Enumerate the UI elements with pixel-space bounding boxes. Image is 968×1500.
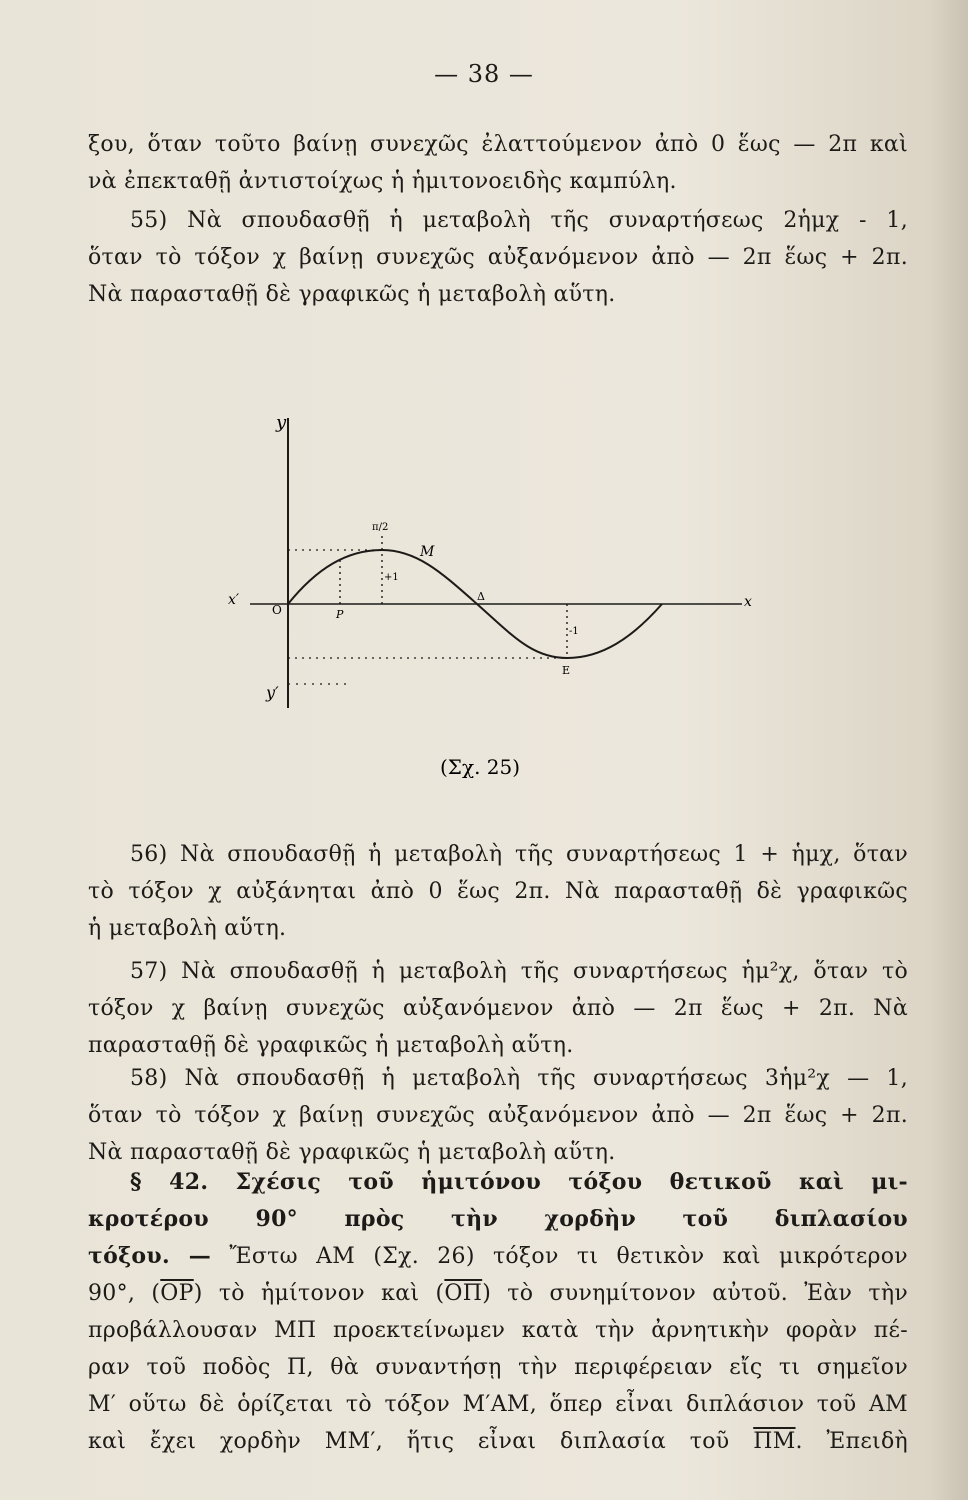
text-line: προβάλλουσαν ΜΠ προεκτείνωμεν κατὰ τὴν ἀρνητικὴν φορὰν πέ- (88, 1318, 908, 1343)
text-span: ) τὸ συνημίτονον αὐτοῦ. Ἐὰν τὴν (482, 1281, 908, 1306)
text-line: 57) Νὰ σπουδασθῇ ἡ μεταβολὴ τῆς συναρτήσεως ἡμ²χ, ὅταν τὸ (130, 959, 908, 984)
exercise-57 (88, 953, 908, 1064)
exercise-55 (88, 202, 908, 313)
label-x-prime: x′ (228, 592, 240, 608)
label-y-prime: y′ (266, 683, 279, 702)
label-delta: Δ (477, 590, 485, 603)
section-42 (88, 1164, 908, 1460)
text-line (88, 1238, 908, 1275)
label-pi-half: π/2 (372, 522, 389, 533)
text-line: 56) Νὰ σπουδασθῇ ἡ μεταβολὴ τῆς συναρτήσεως 1 + ἡμχ, ὅταν (130, 842, 908, 867)
text-span: 90°, ( (88, 1281, 161, 1306)
segment-opi: $\overline{O\Pi}$ (444, 1281, 483, 1306)
text-span: . Ἐπειδὴ (795, 1429, 908, 1454)
text-line (88, 1423, 908, 1460)
text-line: τόξον χ βαίνῃ συνεχῶς αὐξανόμενον ἀπὸ — 2π ἕως + 2π. Νὰ (88, 996, 908, 1021)
sine-graph-figure (222, 408, 782, 788)
text-line: νὰ ἐπεκταθῇ ἀντιστοίχως ἡ ἡμιτονοειδὴς καμπύλη. (88, 169, 677, 194)
label-m: M (420, 544, 435, 560)
segment-pm: $\overline{\Pi M}$ (753, 1429, 796, 1454)
segment-op: $\overline{OP}$ (160, 1281, 194, 1306)
text-line: 55) Νὰ σπουδασθῇ ἡ μεταβολὴ τῆς συναρτήσεως 2ἡμχ - 1, (130, 208, 908, 233)
section-heading-end: τόξου. — (88, 1243, 212, 1269)
text-line: ὅταν τὸ τόξον χ βαίνῃ συνεχῶς αὐξανόμενον ἀπὸ — 2π ἕως + 2π. (88, 1103, 908, 1128)
label-y: y (276, 412, 287, 433)
text-span: ) τὸ ἡμίτονον καὶ ( (193, 1281, 445, 1306)
text-line: Νὰ παρασταθῇ δὲ γραφικῶς ἡ μεταβολὴ αὕτη. (88, 1140, 616, 1165)
section-heading: § 42. Σχέσις τοῦ ἡμιτόνου τόξου θετικοῦ καὶ μι- (130, 1169, 908, 1195)
exercise-54-tail (88, 126, 908, 200)
figure-caption: (Σχ. 25) (440, 755, 521, 779)
text-line: τὸ τόξον χ αὐξάνηται ἀπὸ 0 ἕως 2π. Νὰ παρασταθῇ δὲ γραφικῶς (88, 879, 908, 904)
label-plus-one: +1 (384, 572, 399, 583)
exercise-58 (88, 1060, 908, 1171)
page-number: — 38 — (434, 60, 534, 88)
section-heading: κροτέρου 90° πρὸς τὴν χορδὴν τοῦ διπλασίου (88, 1206, 908, 1232)
text-line: 58) Νὰ σπουδασθῇ ἡ μεταβολὴ τῆς συναρτήσεως 3ἡμ²χ — 1, (130, 1066, 908, 1091)
label-minus-one: -1 (569, 626, 579, 637)
text-line: ξου, ὅταν τοῦτο βαίνῃ συνεχῶς ἐλαττούμενον ἀπὸ 0 ἕως — 2π καὶ (88, 132, 908, 157)
label-origin: O (272, 603, 282, 617)
text-line: Νὰ παρασταθῇ δὲ γραφικῶς ἡ μεταβολὴ αὕτη. (88, 282, 616, 307)
text-span: Ἔστω ΑΜ (Σχ. 26) τόξον τι θετικὸν καὶ μικρότερον (211, 1244, 908, 1269)
label-e: E (562, 664, 571, 677)
text-line: ἡ μεταβολὴ αὕτη. (88, 916, 287, 941)
exercise-56 (88, 836, 908, 947)
text-line: παρασταθῇ δὲ γραφικῶς ἡ μεταβολὴ αὕτη. (88, 1033, 574, 1058)
label-p: P (336, 608, 344, 621)
text-line (88, 1275, 908, 1312)
text-line: Μ′ οὕτω δὲ ὁρίζεται τὸ τόξον Μ′ΑΜ, ὅπερ εἶναι διπλάσιον τοῦ ΑΜ (88, 1392, 908, 1417)
text-span: καὶ ἔχει χορδὴν ΜΜ′, ἥτις εἶναι διπλασία τοῦ (88, 1429, 754, 1454)
label-x: x (744, 594, 752, 610)
text-line: ραν τοῦ ποδὸς Π, θὰ συναντήσῃ τὴν περιφέρειαν εἴς τι σημεῖον (88, 1355, 908, 1380)
text-line: ὅταν τὸ τόξον χ βαίνῃ συνεχῶς αὐξανόμενον ἀπὸ — 2π ἕως + 2π. (88, 245, 908, 270)
